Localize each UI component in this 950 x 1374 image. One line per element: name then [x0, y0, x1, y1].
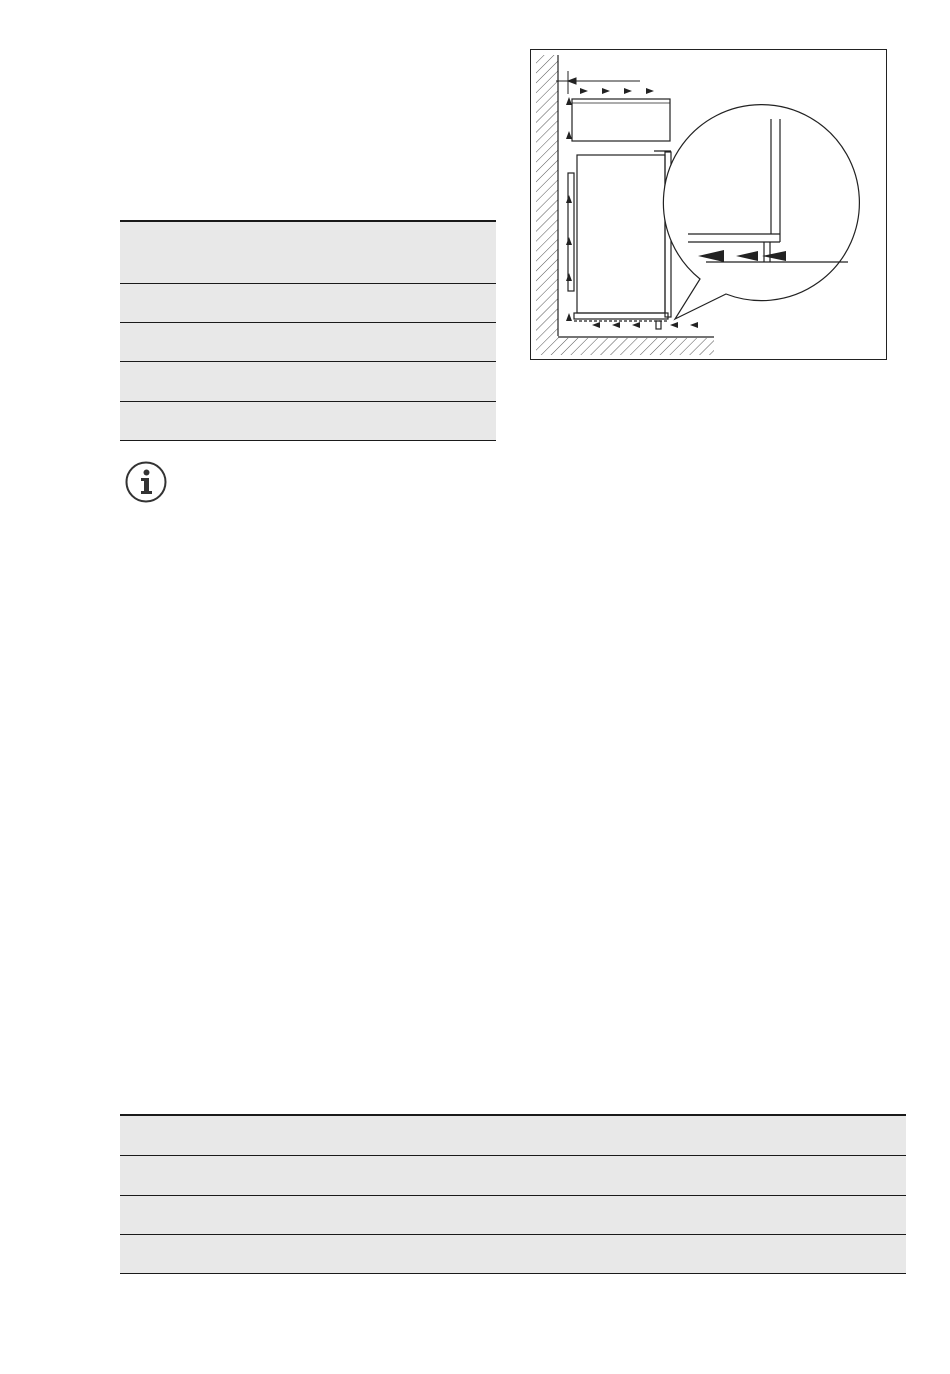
floor: [558, 337, 714, 355]
top-table: [120, 220, 496, 441]
installation-ventilation-diagram: [530, 49, 887, 360]
table-row: [120, 402, 496, 441]
wall: [536, 55, 558, 355]
bottom-table: [120, 1114, 906, 1274]
table-row: [120, 222, 496, 284]
table-row: [120, 1116, 906, 1156]
table-row: [120, 323, 496, 362]
table-row: [120, 284, 496, 323]
table-row: [120, 362, 496, 402]
table-row: [120, 1235, 906, 1274]
table-row: [120, 1156, 906, 1196]
info-icon: [124, 460, 168, 504]
table-row: [120, 1196, 906, 1235]
